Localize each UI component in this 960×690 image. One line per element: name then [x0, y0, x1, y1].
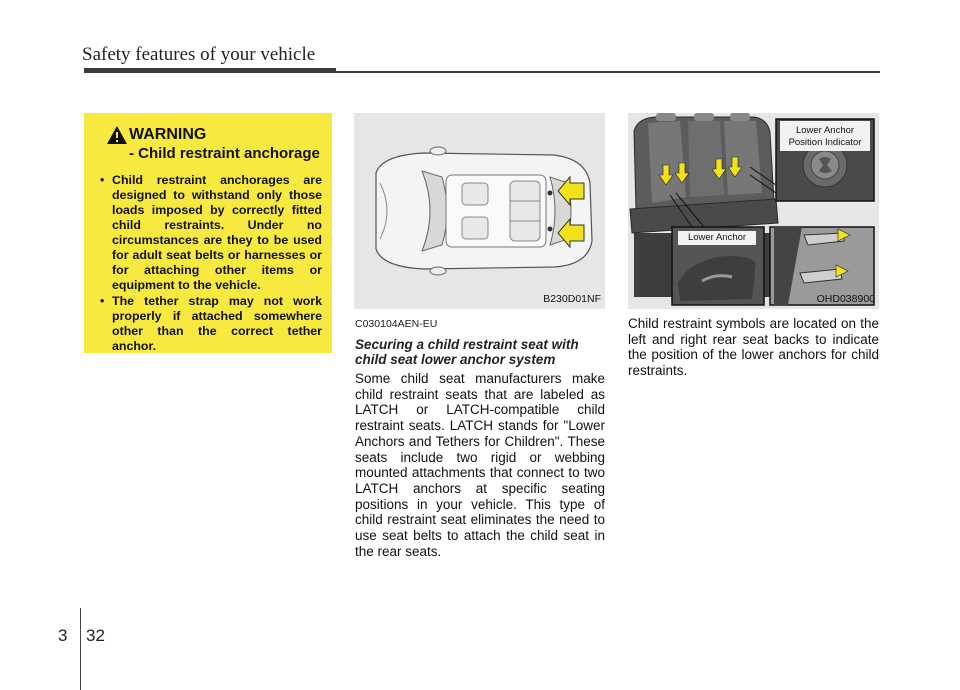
section-code: C030104AEN-EU — [355, 318, 438, 330]
subheading-line: Securing a child restraint seat with — [355, 337, 579, 352]
section-body — [355, 318, 605, 559]
chapter-number: 3 — [58, 626, 68, 645]
warning-item: • The tether strap may not work properly if attached somewhere other than the correct tether anchor. — [96, 294, 322, 354]
indicator-label-line: Position Indicator — [788, 137, 862, 148]
warning-header — [96, 125, 322, 173]
lower-anchor-label: Lower Anchor — [687, 232, 747, 243]
figure-code: OHD038900 — [816, 293, 875, 305]
indicator-label — [780, 125, 870, 149]
section-paragraph: Some child seat manufacturers make child restraint seats that are labeled as LATCH or LATCH-compatible child restraint seats. LATCH stands for "Lower Anchors and Tethers for Children". These seats include two rigid or webbing mounted attachments that connect to two LATCH anchors at specific seating positions in your vehicle. This type of child restraint seat eliminates the need to use seat belts to attach the child seat in the rear seats. — [355, 371, 605, 559]
footer-rule — [80, 608, 81, 690]
header-rule — [84, 71, 880, 73]
warning-title: WARNING — [129, 126, 207, 143]
warning-item: • Child restraint anchorages are designed to withstand only those loads imposed by correctly fitted child restraints. Under no circumstances are they to be used for adult seat belts or harnesses or for attaching other items or equipment to the vehicle. — [96, 173, 322, 293]
page-number: 32 — [86, 626, 105, 645]
car-top-view-figure — [354, 113, 605, 309]
indicator-label-line: Lower Anchor — [795, 125, 855, 136]
right-paragraph: Child restraint symbols are located on the left and right rear seat backs to indicate the position of the lower anchors for child restraints. — [628, 316, 879, 379]
warning-subtitle: - Child restraint anchorage — [129, 145, 320, 162]
rear-seat-figure — [628, 113, 879, 309]
subheading-line: child seat lower anchor system — [355, 352, 556, 367]
section-subheading — [355, 337, 605, 367]
car-top-view-illustration — [354, 113, 605, 309]
figure-code: B230D01NF — [543, 293, 601, 305]
warning-triangle-icon — [106, 125, 128, 145]
page-header-title: Safety features of your vehicle — [82, 44, 316, 65]
warning-box — [84, 113, 332, 353]
warning-list — [96, 173, 322, 354]
